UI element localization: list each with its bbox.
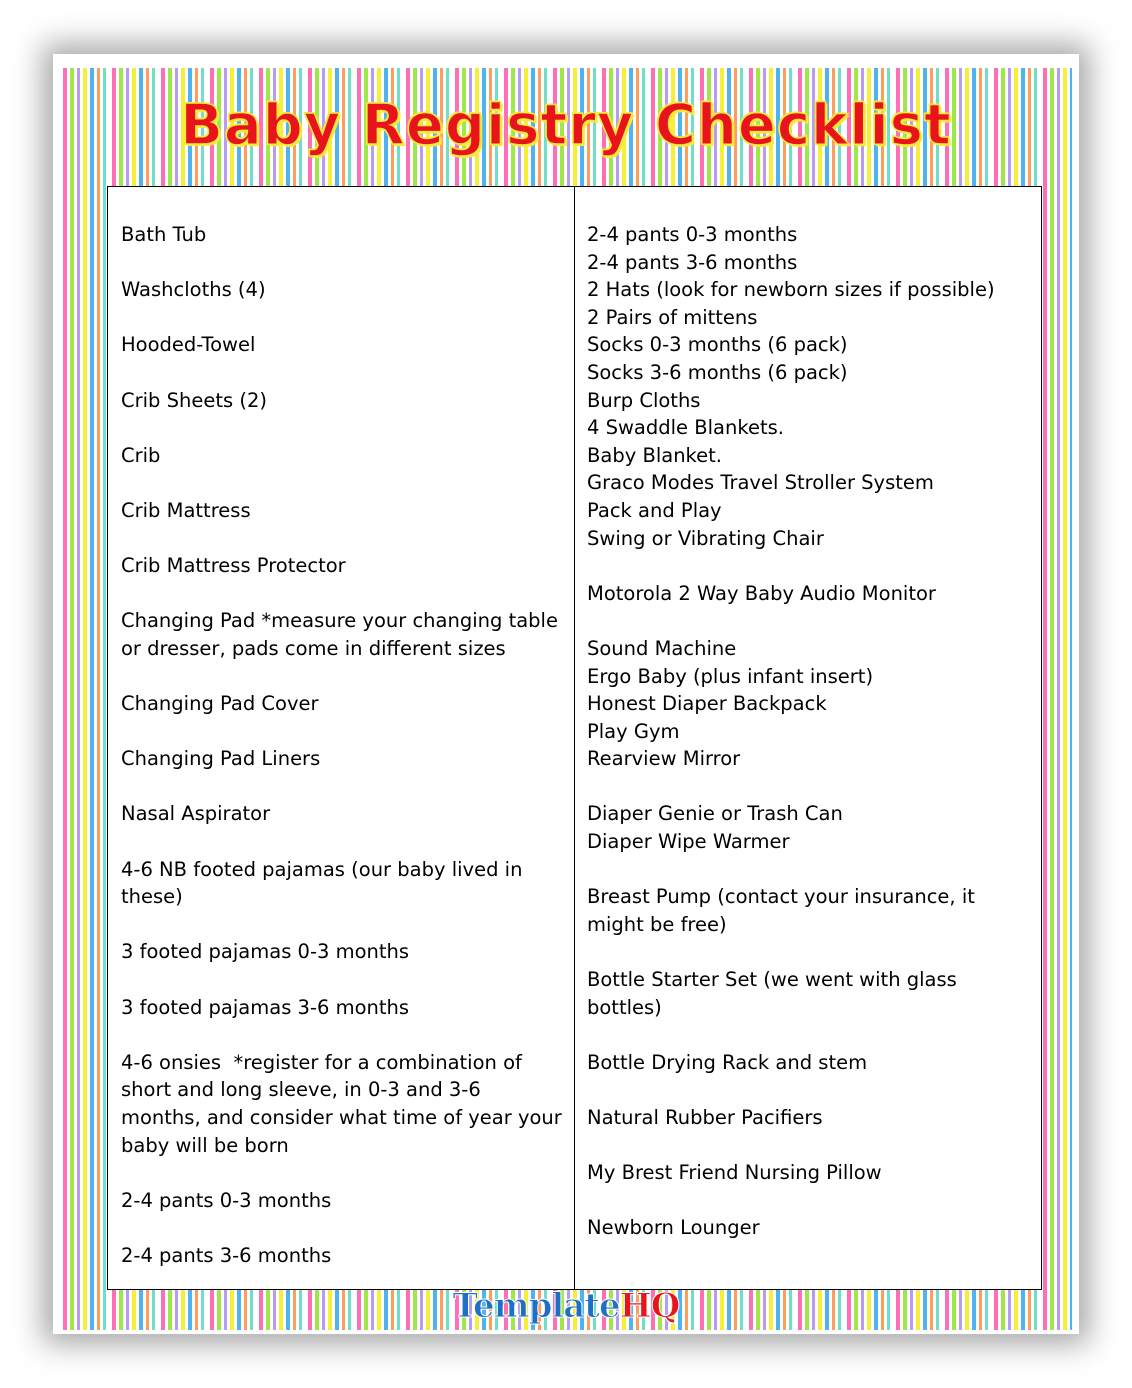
checklist-item: Burp Cloths — [587, 388, 701, 412]
checklist-item: 2-4 pants 3-6 months — [121, 1243, 332, 1267]
checklist-item: Swing or Vibrating Chair — [587, 526, 824, 550]
checklist-item: Bottle Starter Set (we went with glass bottles) — [587, 968, 964, 1019]
checklist-item: Washcloths (4) — [121, 278, 266, 302]
checklist-item: Graco Modes Travel Stroller System — [587, 471, 934, 495]
checklist-item: 4 Swaddle Blankets. — [587, 416, 784, 440]
checklist-item: Play Gym — [587, 719, 680, 743]
checklist-item: 4-6 onsies *register for a combination of short and long sleeve, in 0-3 and 3-6 months, and consider what time of year your baby will be born — [121, 1050, 569, 1157]
checklist-item: Breast Pump (contact your insurance, it might be free) — [587, 885, 982, 936]
templatehq-logo — [60, 1286, 1072, 1327]
left-column — [108, 187, 575, 1289]
checklist-item: Socks 3-6 months (6 pack) — [587, 360, 848, 384]
logo-text-template: Template — [452, 1286, 620, 1326]
checklist-item: Hooded-Towel — [121, 333, 256, 357]
checklist-item: Crib Mattress Protector — [121, 554, 346, 578]
checklist-item: Bottle Drying Rack and stem — [587, 1050, 868, 1074]
checklist-item: Honest Diaper Backpack — [587, 692, 827, 716]
checklist-item: Changing Pad *measure your changing table or dresser, pads come in different sizes — [121, 609, 565, 660]
checklist-item: 3 footed pajamas 0-3 months — [121, 940, 410, 964]
logo-text-hq: HQ — [619, 1286, 680, 1326]
checklist-item: Natural Rubber Pacifiers — [587, 1106, 823, 1129]
checklist-item: Crib Mattress — [121, 498, 251, 522]
checklist-item: Rearview Mirror — [587, 747, 741, 771]
checklist-item: Changing Pad Cover — [121, 692, 319, 716]
checklist-table — [107, 186, 1042, 1290]
checklist-item: Socks 0-3 months (6 pack) — [587, 333, 848, 357]
checklist-item: 2 Hats (look for newborn sizes if possible) — [587, 278, 995, 302]
checklist-item: Crib Sheets (2) — [121, 388, 267, 412]
checklist-item: 4-6 NB footed pajamas (our baby lived in these) — [121, 857, 529, 909]
checklist-item: Crib — [121, 443, 161, 467]
checklist-item: Sound Machine — [587, 636, 737, 660]
checklist-item: 2 Pairs of mittens — [587, 305, 758, 329]
checklist-item: Diaper Wipe Warmer — [587, 830, 790, 854]
checklist-item: Diaper Genie or Trash Can — [587, 802, 843, 826]
checklist-item: Changing Pad Liners — [121, 747, 321, 771]
checklist-item: Bath Tub — [121, 223, 207, 246]
checklist-item: 2-4 pants 0-3 months — [587, 223, 798, 246]
checklist-item: 2-4 pants 0-3 months — [121, 1188, 332, 1212]
checklist-item: Newborn Lounger — [587, 1216, 760, 1240]
checklist-item: Nasal Aspirator — [121, 802, 271, 826]
right-column — [575, 187, 1041, 1289]
checklist-item: Pack and Play — [587, 498, 722, 522]
checklist-item: 2-4 pants 3-6 months — [587, 250, 798, 274]
page-title: Baby Registry Checklist — [180, 93, 952, 158]
checklist-item: Ergo Baby (plus infant insert) — [587, 664, 874, 688]
checklist-item: Baby Blanket. — [587, 443, 722, 467]
checklist-item: My Brest Friend Nursing Pillow — [587, 1161, 882, 1185]
checklist-item: Motorola 2 Way Baby Audio Monitor — [587, 581, 936, 605]
checklist-item: 3 footed pajamas 3-6 months — [121, 995, 410, 1019]
